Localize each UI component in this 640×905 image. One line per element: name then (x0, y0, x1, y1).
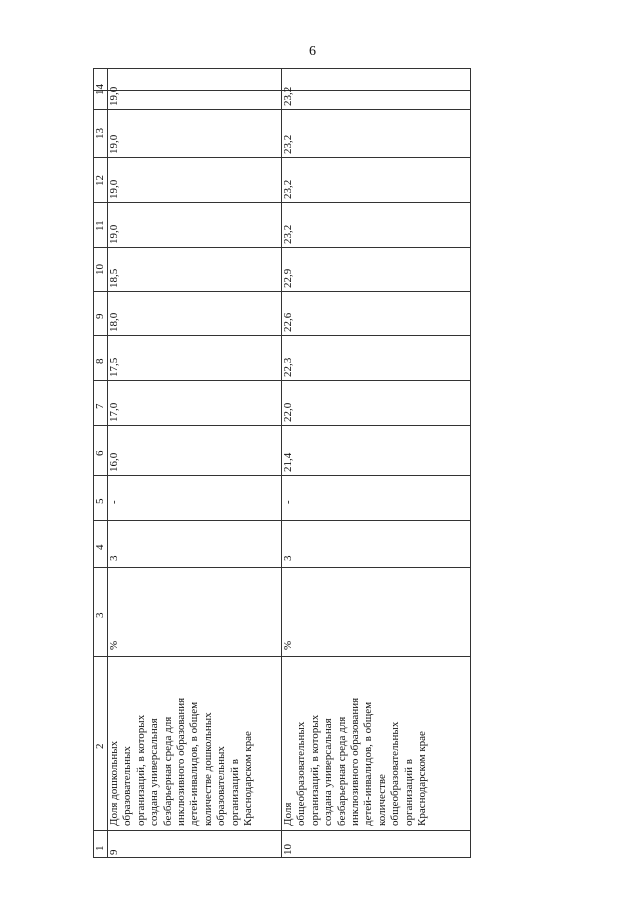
description-line: количестве (375, 774, 388, 826)
value-cell: 17,0 (108, 402, 120, 422)
value-cell: 22,0 (282, 402, 294, 422)
description-line: организаций, в которых (308, 714, 321, 826)
value-cell: 23,2 (282, 134, 294, 154)
unit-cell: % (108, 640, 120, 650)
description-line: Доля дошкольных (108, 740, 120, 826)
column-number-header: 13 (94, 128, 106, 139)
description-line: количестве дошкольных (201, 712, 214, 826)
value-cell: 19,0 (108, 86, 120, 106)
description-line: детей-инвалидов, в общем (188, 701, 201, 826)
value-cell: 19,0 (108, 134, 120, 154)
column-number-header: 1 (94, 845, 106, 851)
base-value-cell: 3 (108, 555, 120, 561)
column-number-header: 8 (94, 358, 106, 364)
description-line: общеобразовательных (295, 721, 308, 826)
value-cell: 22,9 (282, 268, 294, 288)
description-line: организаций, в которых (134, 714, 147, 826)
data-table (93, 68, 471, 858)
unit-cell: % (282, 640, 294, 650)
description-line: организаций в (228, 759, 241, 826)
description-line: детей-инвалидов, в общем (362, 701, 375, 826)
description-line: создана универсальная (322, 718, 335, 826)
dash-cell: - (282, 500, 294, 504)
value-cell: 23,2 (282, 224, 294, 244)
column-number-header: 3 (94, 612, 106, 618)
description-line: инклюзивного образования (349, 697, 361, 826)
column-number-header: 5 (94, 498, 106, 504)
description-line: инклюзивного образования (175, 697, 187, 826)
column-number-header: 7 (94, 403, 106, 409)
description-line: Краснодарском крае (242, 731, 254, 826)
description-line: безбарьерная среда для (161, 716, 174, 826)
value-cell: 17,5 (108, 357, 120, 377)
column-number-header: 11 (94, 219, 106, 231)
column-number-header: 2 (94, 743, 106, 749)
dash-cell: - (108, 500, 120, 504)
value-cell: 18,0 (108, 312, 120, 332)
description-line: общеобразовательных (389, 721, 402, 826)
value-cell: 23,2 (282, 86, 294, 106)
description-line: организаций в (402, 759, 415, 826)
value-cell: 18,5 (108, 268, 120, 288)
value-cell: 23,2 (282, 179, 294, 199)
page-number: 6 (309, 44, 316, 59)
column-number-header: 10 (94, 264, 106, 275)
description-line: Краснодарском крае (416, 731, 428, 826)
description-line: Доля (282, 802, 294, 826)
value-cell: 21,4 (282, 452, 294, 472)
value-cell: 19,0 (108, 224, 120, 244)
column-number-header: 6 (94, 450, 106, 456)
column-number-header: 12 (94, 174, 106, 186)
row-number: 10 (282, 844, 294, 855)
column-number-header: 4 (94, 544, 106, 550)
description-line: безбарьерная среда для (335, 716, 348, 826)
value-cell: 22,3 (282, 357, 294, 377)
row-number: 9 (108, 849, 120, 855)
description-line: образовательных (215, 746, 228, 826)
value-cell: 19,0 (108, 179, 120, 199)
description-line: образовательных (121, 746, 134, 826)
column-number-header: 14 (94, 84, 106, 95)
description-line: создана универсальная (148, 718, 161, 826)
value-cell: 22,6 (282, 312, 294, 332)
column-number-header: 9 (94, 313, 106, 319)
value-cell: 16,0 (108, 452, 120, 472)
base-value-cell: 3 (282, 555, 294, 561)
